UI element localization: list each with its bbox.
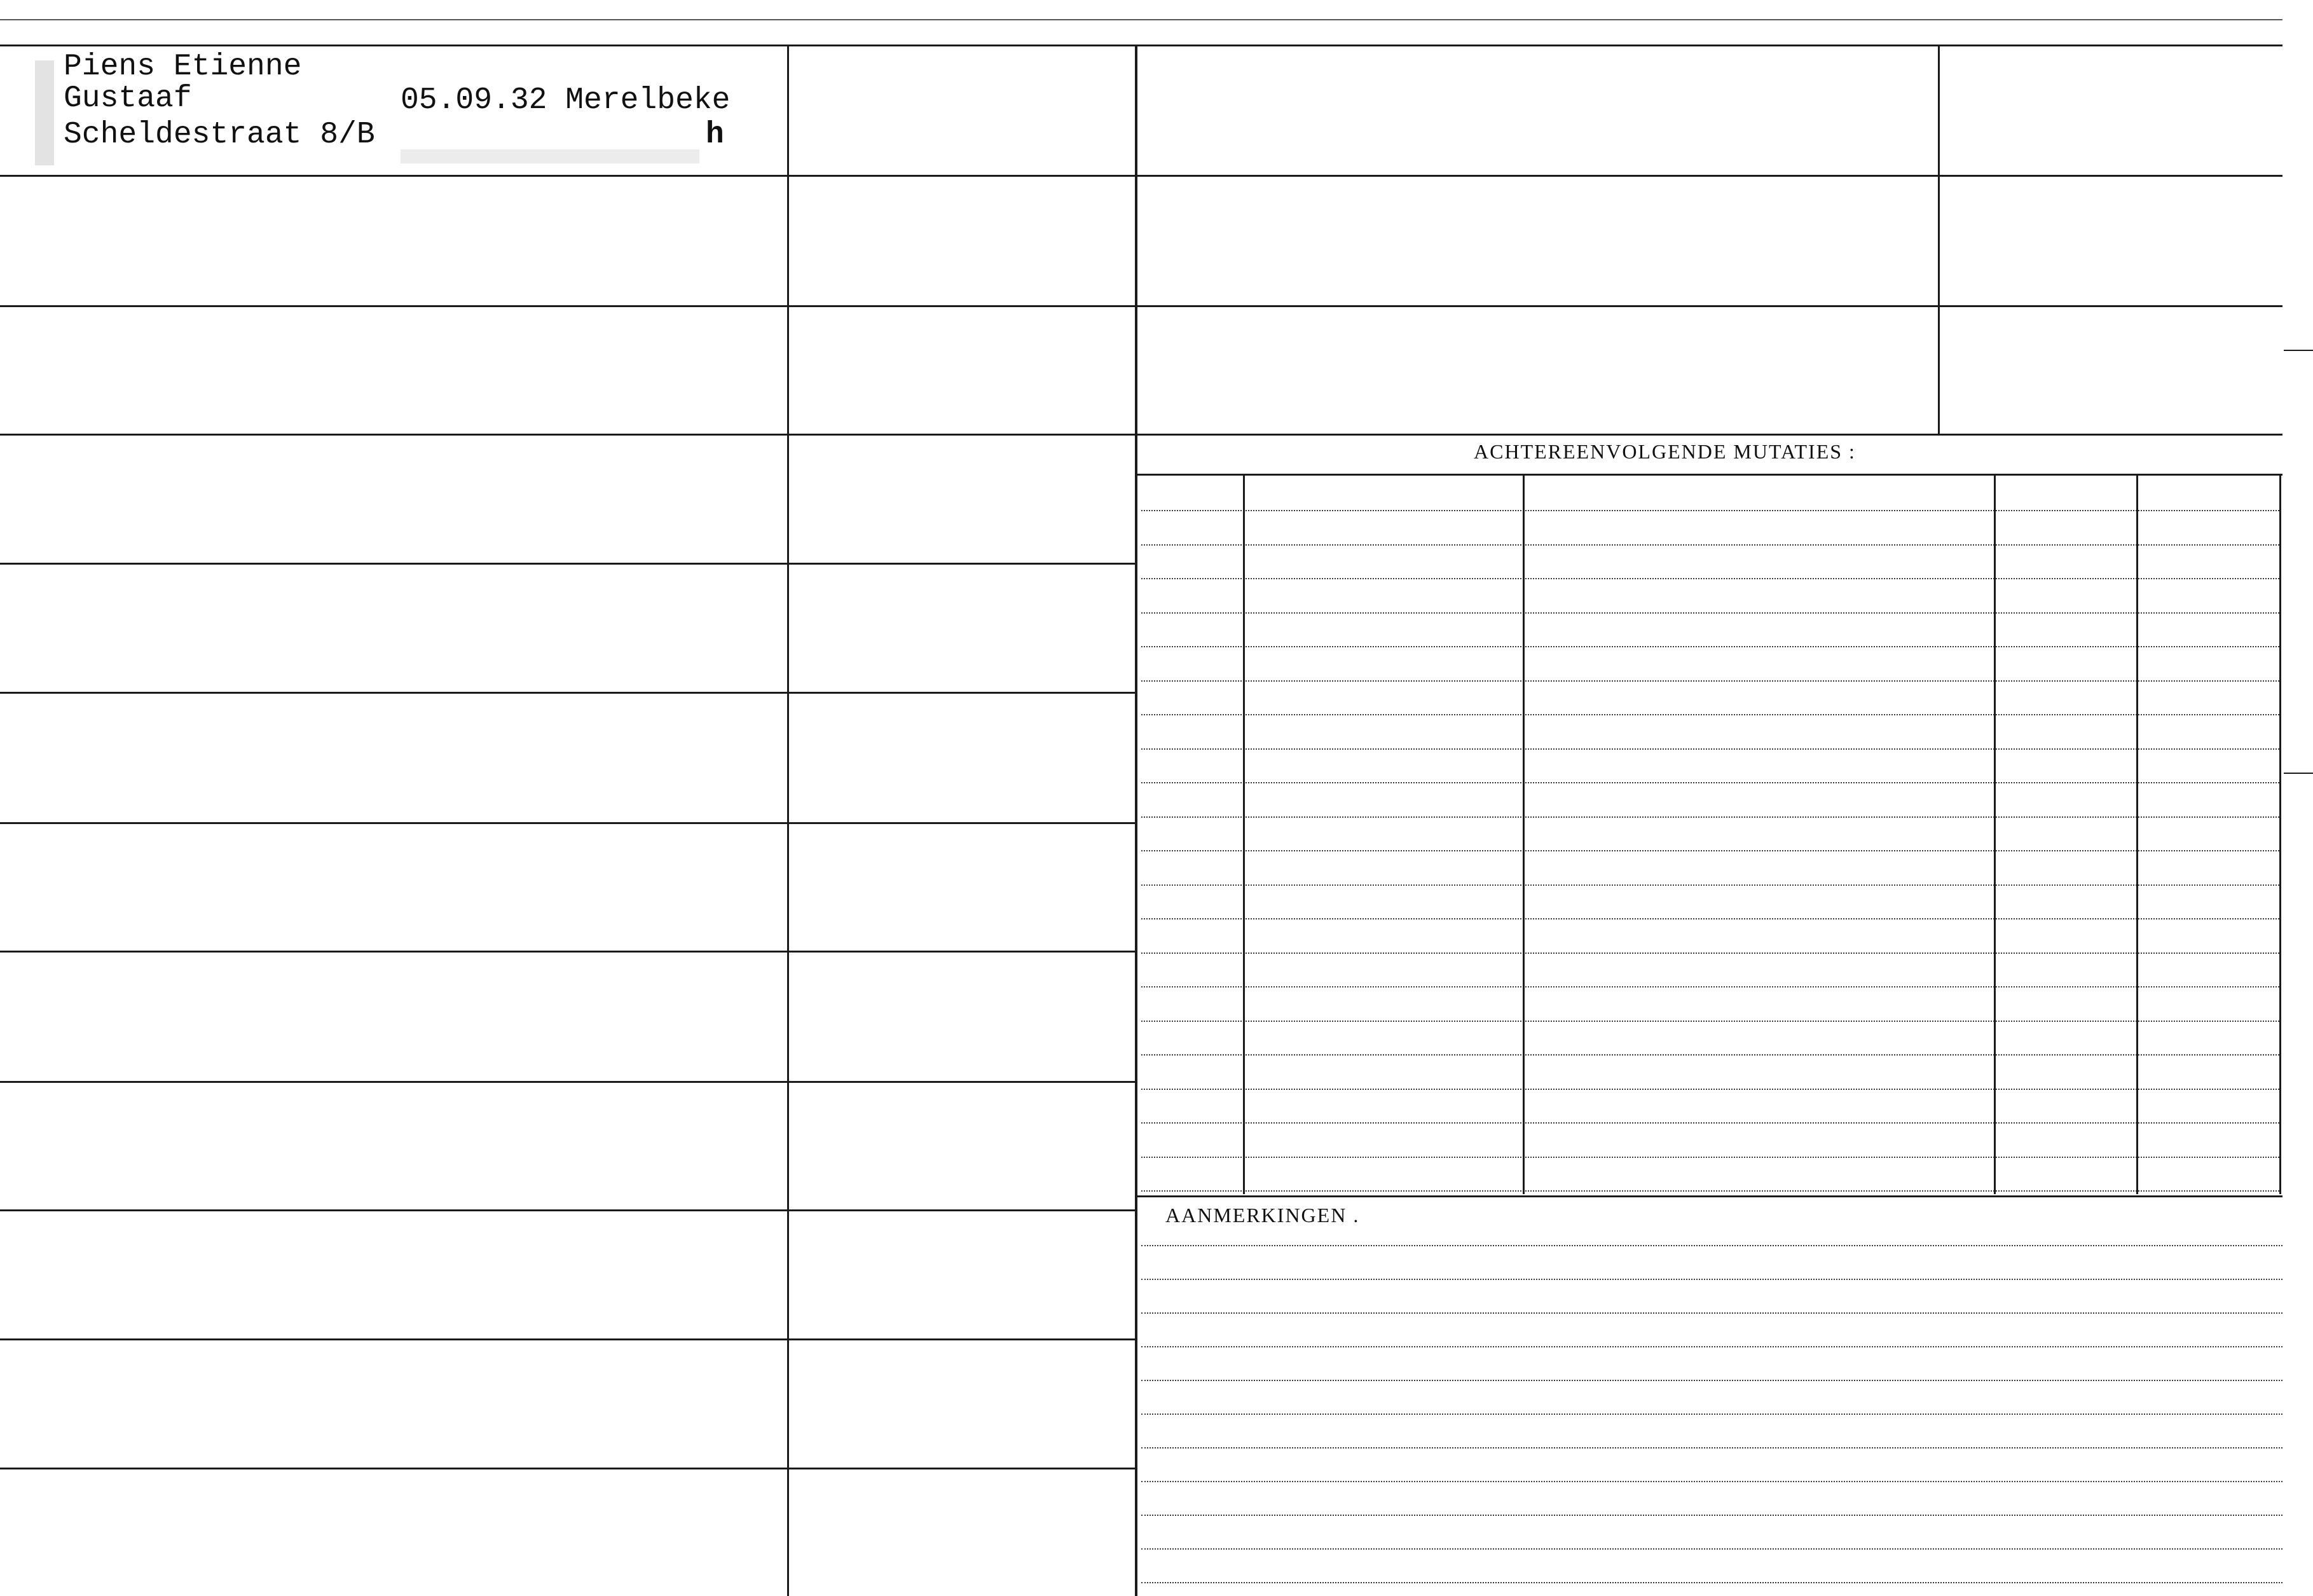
left-row-line bbox=[0, 434, 1135, 436]
top-rule bbox=[0, 45, 2282, 46]
left-row-line bbox=[0, 822, 1135, 824]
left-row-line bbox=[0, 692, 1135, 694]
mutations-right-border bbox=[2279, 476, 2281, 1194]
mutations-row-line bbox=[1141, 646, 2279, 647]
top-border bbox=[0, 19, 2282, 20]
mutations-row-line bbox=[1141, 1054, 2279, 1056]
mutations-row-line bbox=[1141, 1157, 2279, 1158]
right-row-line-1 bbox=[1137, 175, 2282, 177]
mutations-row-line bbox=[1141, 1122, 2279, 1124]
left-row-line bbox=[0, 175, 1135, 177]
remarks-line bbox=[1141, 1380, 2282, 1381]
mutations-row-line bbox=[1141, 953, 2279, 954]
mutations-row-line bbox=[1141, 680, 2279, 682]
mutations-col-divider-2 bbox=[1523, 476, 1525, 1194]
erased-text-smudge bbox=[401, 149, 699, 163]
stamp-smudge-left bbox=[35, 60, 54, 165]
right-row-line-3 bbox=[1137, 434, 2282, 436]
left-row-line bbox=[0, 1081, 1135, 1083]
first-name: Gustaaf bbox=[64, 81, 192, 116]
left-row-line bbox=[0, 563, 1135, 565]
mutations-row-line bbox=[1141, 1089, 2279, 1090]
mutations-row-line bbox=[1141, 850, 2279, 851]
name-line: Piens Etienne bbox=[64, 50, 302, 84]
left-row-line bbox=[0, 305, 1135, 307]
mutations-row-line bbox=[1141, 884, 2279, 886]
remarks-line bbox=[1141, 1582, 2282, 1583]
left-row-line bbox=[0, 1468, 1135, 1469]
remarks-line bbox=[1141, 1346, 2282, 1347]
mutations-row-line bbox=[1141, 1021, 2279, 1022]
remarks-line bbox=[1141, 1548, 2282, 1550]
left-row-line bbox=[0, 1209, 1135, 1211]
address: Scheldestraat 8/B bbox=[64, 118, 375, 152]
margin-tick-1 bbox=[2284, 350, 2313, 351]
mutations-row-line bbox=[1141, 1190, 2279, 1192]
left-row-line bbox=[0, 951, 1135, 953]
remarks-line bbox=[1141, 1481, 2282, 1482]
mutations-row-line bbox=[1141, 544, 2279, 546]
center-column-divider bbox=[1135, 45, 1137, 1596]
mutations-row-line bbox=[1141, 986, 2279, 987]
left-column-divider bbox=[787, 45, 789, 1596]
right-upper-divider bbox=[1938, 45, 1940, 434]
mutations-row-line bbox=[1141, 510, 2279, 511]
remarks-line bbox=[1141, 1245, 2282, 1246]
mutations-title: ACHTEREENVOLGENDE MUTATIES : bbox=[1474, 440, 1856, 463]
mutations-col-divider-4 bbox=[2136, 476, 2138, 1194]
mutations-row-line bbox=[1141, 782, 2279, 783]
mutations-col-divider-3 bbox=[1994, 476, 1996, 1194]
mutations-col-divider-1 bbox=[1243, 476, 1245, 1194]
remarks-title: AANMERKINGEN . bbox=[1165, 1204, 1360, 1227]
mutations-row-line bbox=[1141, 612, 2279, 614]
mutations-row-line bbox=[1141, 748, 2279, 750]
mutations-row-line bbox=[1141, 578, 2279, 579]
remarks-line bbox=[1141, 1312, 2282, 1314]
remarks-line bbox=[1141, 1279, 2282, 1280]
remarks-line bbox=[1141, 1414, 2282, 1415]
record-mark: h bbox=[706, 118, 724, 152]
margin-tick-2 bbox=[2284, 773, 2313, 774]
right-row-line-2 bbox=[1137, 305, 2282, 307]
left-row-line bbox=[0, 1338, 1135, 1340]
mutations-row-line bbox=[1141, 918, 2279, 919]
mutations-row-line bbox=[1141, 714, 2279, 715]
mutations-row-line bbox=[1141, 816, 2279, 818]
remarks-line bbox=[1141, 1447, 2282, 1448]
mutations-top-rule bbox=[1137, 474, 2282, 476]
birth-date-place: 05.09.32 Merelbeke bbox=[401, 83, 731, 118]
remarks-line bbox=[1141, 1515, 2282, 1516]
mutations-bottom-rule bbox=[1137, 1195, 2282, 1197]
